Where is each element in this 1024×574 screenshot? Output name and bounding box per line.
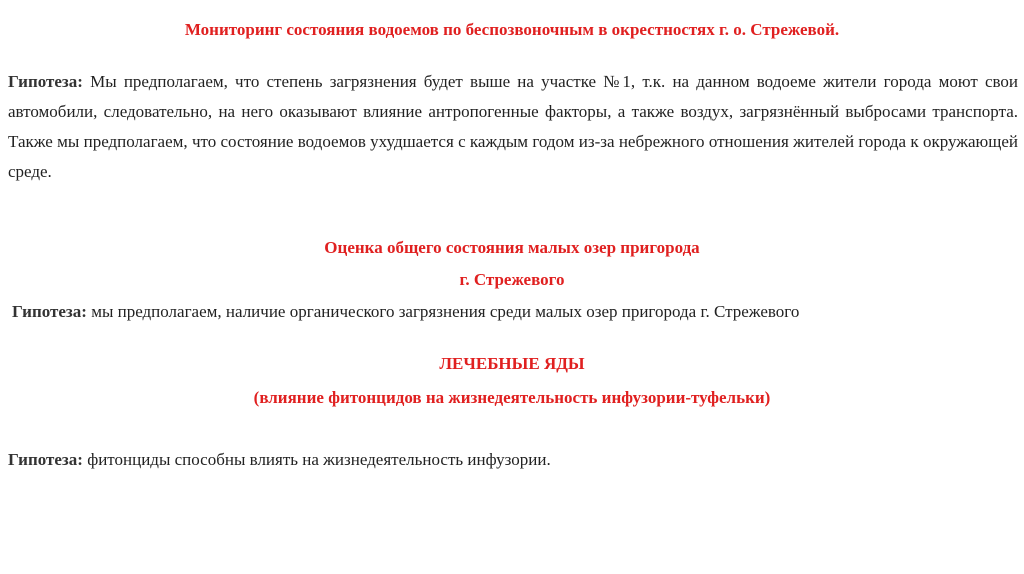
section1-hypothesis-label: Гипотеза: [8, 72, 83, 91]
section1-hypothesis-text: Мы предполагаем, что степень загрязнения будет выше на участке №1, т.к. на данном водоеме жители города моют свои автомобили, следовательно, на него оказывают влияние антропогенные факторы, а также воздух, загрязнённый выбросами транспорта. Также мы предполагаем, что состояние водоемов ухудшается с каждым годом из-за небрежного отношения жителей города к окружающей среде. [8, 72, 1018, 181]
section2-title-line2: г. Стрежевого [459, 270, 565, 289]
section2-hypothesis-text: мы предполагаем, наличие органического загрязнения среди малых озер пригорода г. Стрежевого [86, 302, 800, 321]
section3-hypothesis-label: Гипотеза: [8, 450, 83, 469]
section2-hypothesis [12, 297, 1012, 327]
section3-title-line1: ЛЕЧЕБНЫЕ ЯДЫ [439, 354, 585, 373]
section2-title-line1: Оценка общего состояния малых озер пригорода [324, 238, 700, 257]
section3-title-line2: (влияние фитонцидов на жизнедеятельность инфузории-туфельки) [253, 388, 771, 407]
section3-hypothesis [8, 445, 1008, 475]
section2-hypothesis-label: Гипотеза: [12, 302, 87, 321]
section1-hypothesis [8, 67, 1018, 187]
section1-title: Мониторинг состояния водоемов по беспозвоночным в окрестностях г. о. Стрежевой. [184, 20, 840, 39]
section3-hypothesis-text: фитонциды способны влиять на жизнедеятельность инфузории. [82, 450, 551, 469]
